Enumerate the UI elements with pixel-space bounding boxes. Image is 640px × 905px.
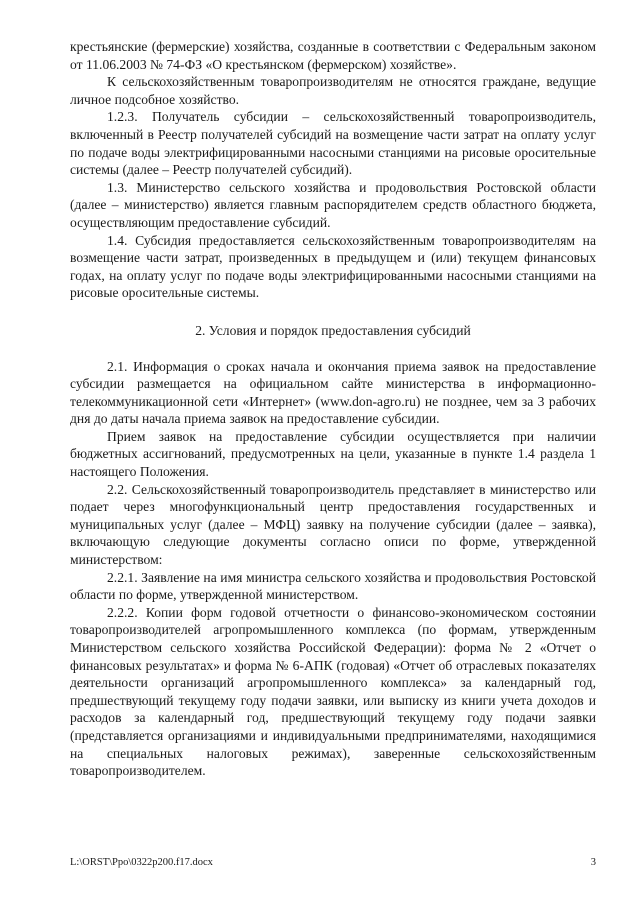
- paragraph: К сельскохозяйственным товаропроизводителям не относятся граждане, ведущие личное подсобное хозяйство.: [70, 74, 596, 107]
- paragraph: 2.2.2. Копии форм годовой отчетности о финансово-экономическом состоянии товаропроизводителей агропромышленного комплекса (по формам, утвержденным Министерством сельского хозяйства Российской Федерации): форма № 2 «Отчет о финансовых результатах» и форма № 6-АПК (годовая) «Отчет об отраслевых показателях деятельности организаций агропромышленного комплекса» за календарный год, предшествующий текущему году подачи заявки, или выписку из книги учета доходов и расходов за календарный год, предшествующий текущему году подачи заявки (представляется организациями и индивидуальными предпринимателями, находящимися на специальных налоговых режимах), заверенные сельскохозяйственным товаропроизводителем.: [70, 604, 596, 779]
- page-footer: [70, 857, 596, 869]
- paragraph: 2.2.1. Заявление на имя министра сельского хозяйства и продовольствия Ростовской области по форме, утвержденной министерством.: [70, 569, 596, 603]
- footer-file-path: L:\ORST\Ppo\0322p200.f17.docx: [70, 857, 213, 868]
- paragraph: 1.2.3. Получатель субсидии – сельскохозяйственный товаропроизводитель, включенный в Реестр получателей субсидий на возмещение части затрат на оплату услуг по подаче воды электрифицированными насосными станциями на рисовые оросительные системы (далее – Реестр получателей субсидий).: [70, 109, 596, 178]
- paragraph: крестьянские (фермерские) хозяйства, созданные в соответствии с Федеральным законом от 11.06.2003 № 74-ФЗ «О крестьянском (фермерском) хозяйстве».: [70, 39, 596, 72]
- page-number: 3: [590, 857, 596, 868]
- section-heading: 2. Условия и порядок предоставления субсидий: [195, 322, 471, 338]
- paragraph: 2.1. Информация о сроках начала и окончания приема заявок на предоставление субсидии размещается на официальном сайте министерства в информационно-телекоммуникационной сети «Интернет» (www.don-agro.ru) не позднее, чем за 3 рабочих дня до даты начала приема заявок на предоставление субсидии.: [70, 358, 596, 427]
- paragraph: Прием заявок на предоставление субсидии осуществляется при наличии бюджетных ассигнований, предусмотренных на цели, указанные в пункте 1.4 раздела 1 настоящего Положения.: [70, 428, 596, 480]
- paragraphs-after: [70, 358, 596, 780]
- paragraph: 1.3. Министерство сельского хозяйства и продовольствия Ростовской области (далее – министерство) является главным распорядителем средств областного бюджета, осуществляющим предоставление субсидий.: [70, 179, 596, 230]
- paragraph: 2.2. Сельскохозяйственный товаропроизводитель представляет в министерство или подает через многофункциональный центр предоставления государственных и муниципальных услуг (далее – МФЦ) заявку на получение субсидии (далее – заявка), включающую следующие документы согласно описи по форме, утвержденной министерством:: [70, 481, 596, 568]
- paragraphs-before: [70, 38, 596, 302]
- document-page: [70, 38, 596, 780]
- paragraph: 1.4. Субсидия предоставляется сельскохозяйственным товаропроизводителям на возмещение части затрат, произведенных в предыдущем и (или) текущем финансовых годах, на оплату услуг по подаче воды электрифицированными насосными станциями на рисовые оросительные системы.: [70, 232, 596, 301]
